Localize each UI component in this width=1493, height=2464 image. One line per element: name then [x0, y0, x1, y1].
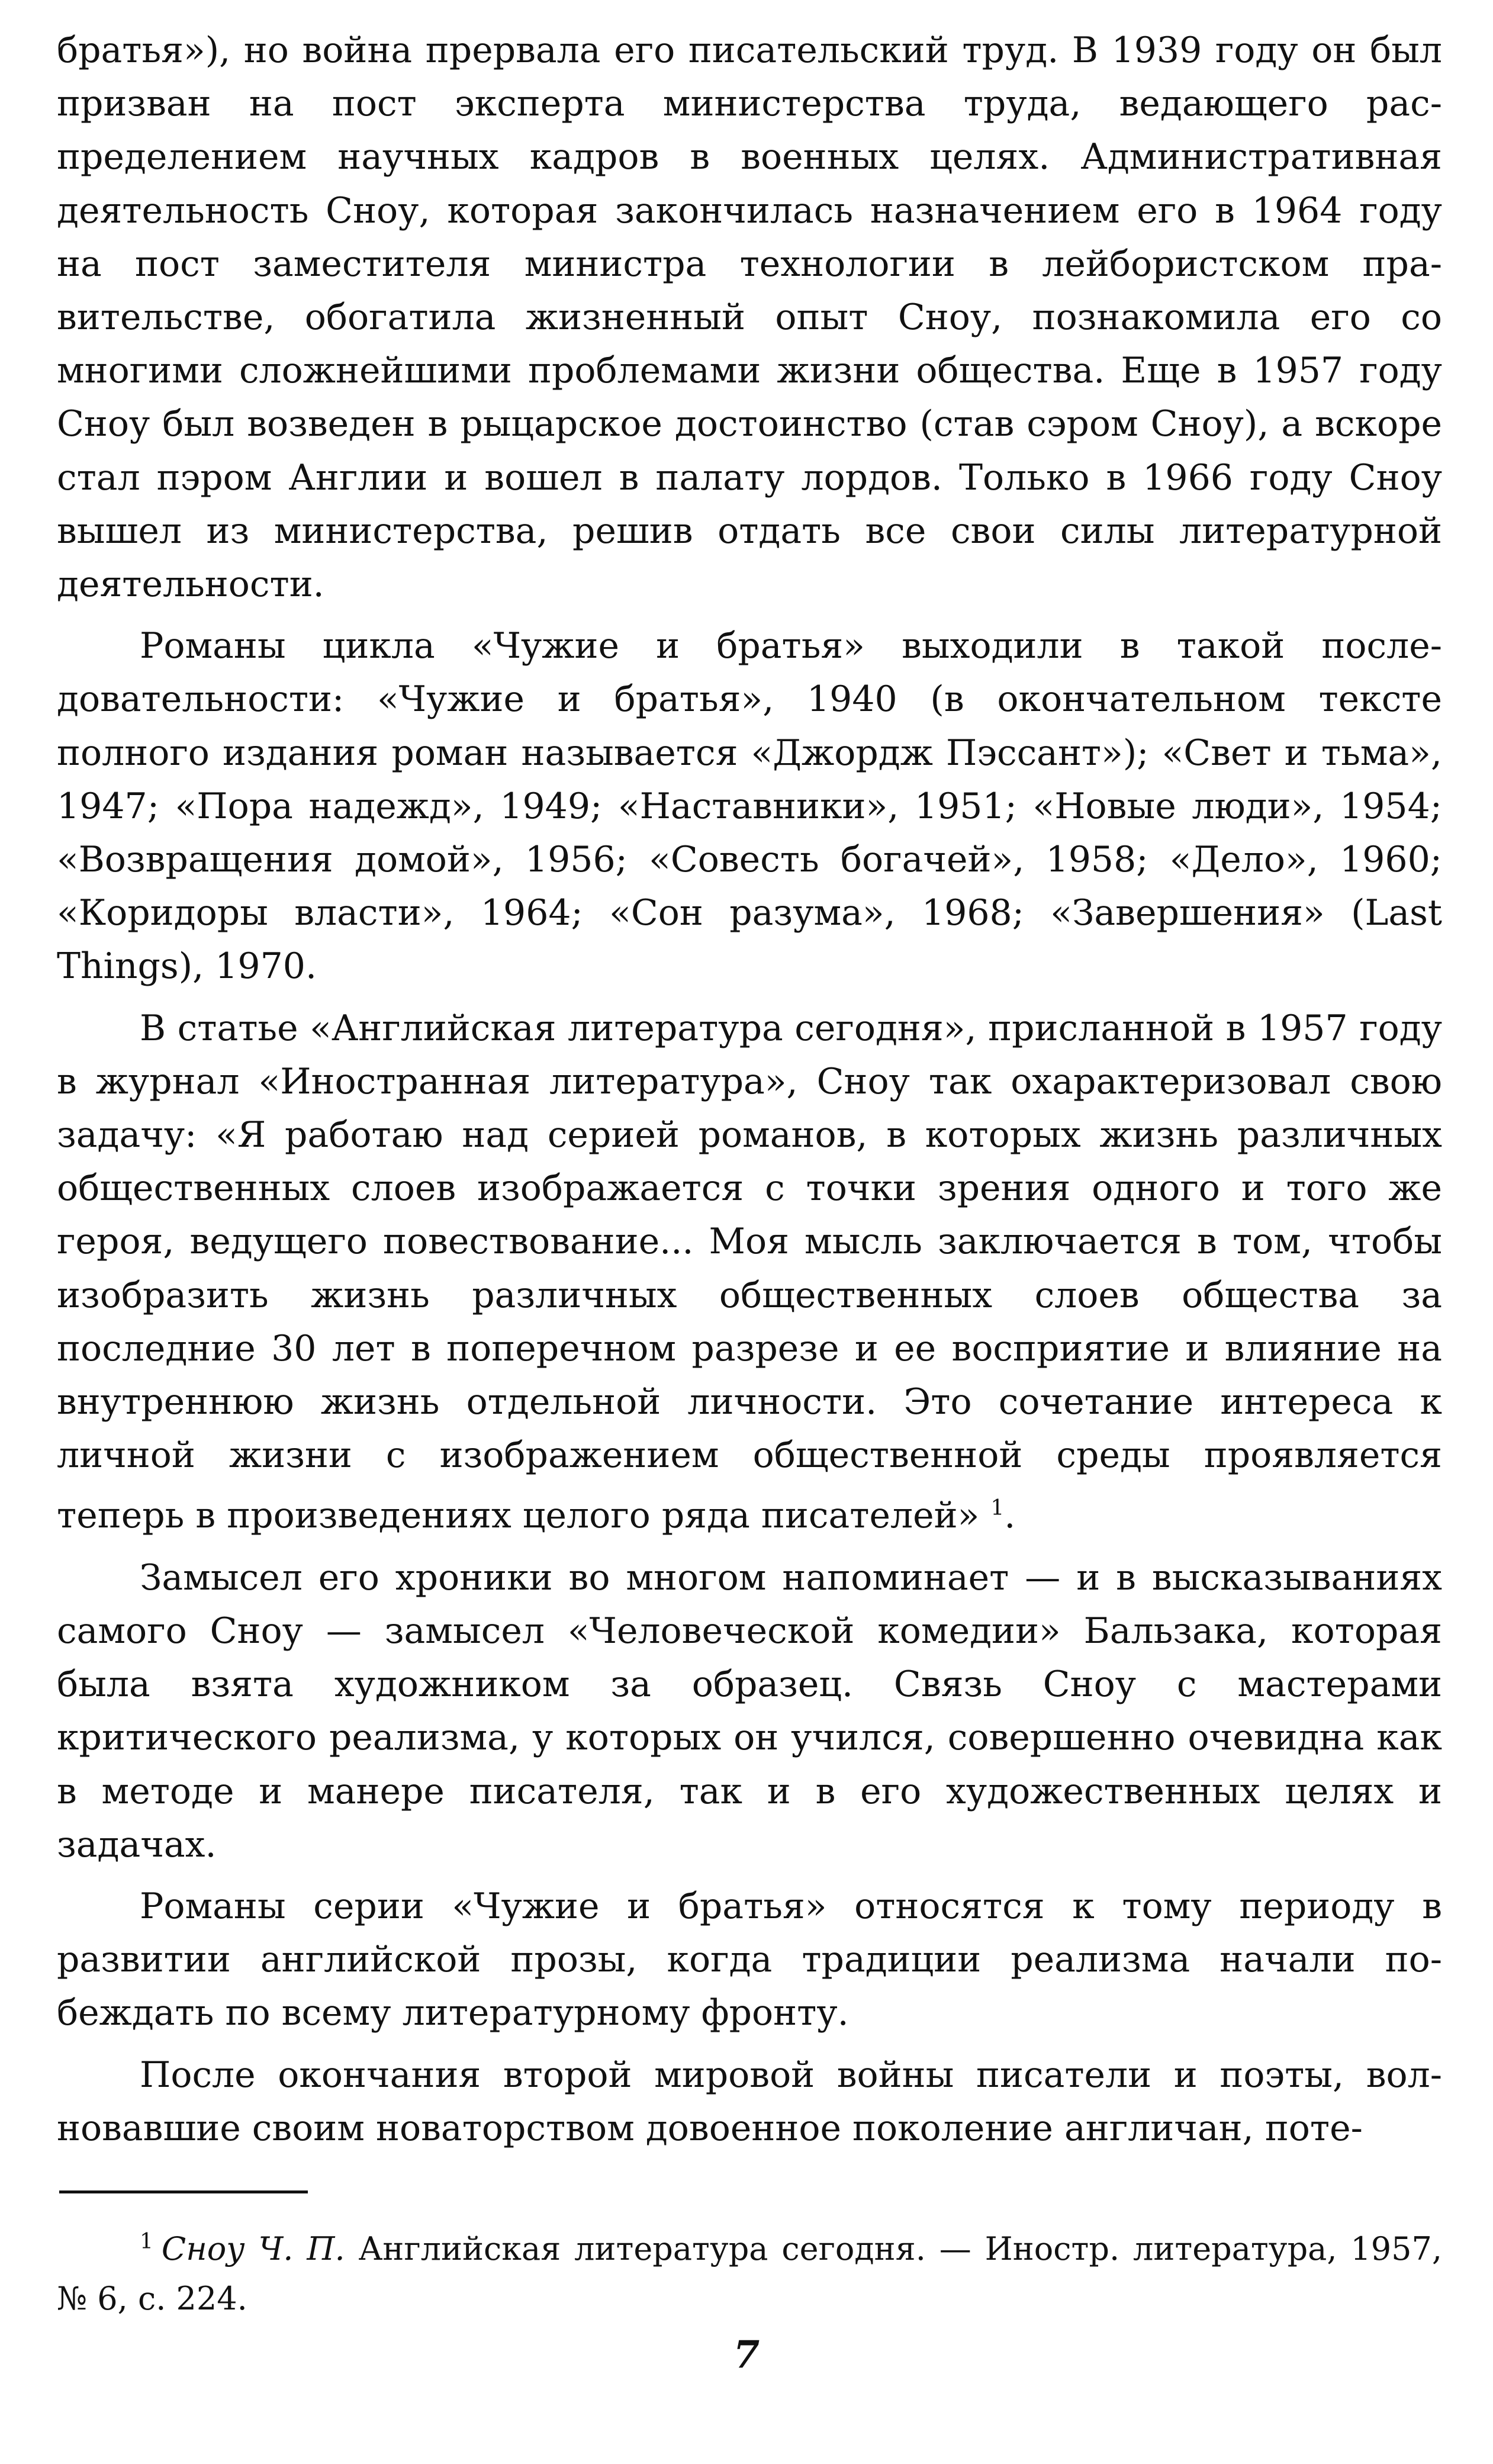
paragraph-6: После окончания второй мировой войны писатели и поэты, волновавшие своим новаторством довоенное поколение англичан, поте-	[57, 2054, 1442, 2149]
paragraph-3: В статье «Английская литература сегодня», присланной в 1957 году в журнал «Иностранная литература», Сноу так охарактеризовал свою задачу: «Я работаю над серией романов, в которых жизнь различных общественных слоев изображается с точки зрения одного и того же героя, ведущего повествование... Моя мысль заключается в том, чтобы изобразить жизнь различных общественных слоев общества за последние 30 лет в поперечном разрезе и ее восприятие и влияние на внутреннюю жизнь отдельной личности. Это сочетание интереса к личной жизни с изображением общественной среды проявляется теперь в произведениях целого ряда писателей» $^1$.	[57, 1007, 1442, 1537]
paragraph-4: Замысел его хроники во многом напоминает — и в высказываниях самого Сноу — замысел «Человеческой комедии» Бальзака, которая была взята художником за образец. Связь Сноу с мастерами критического реализма, у которых он учился, совершенно очевидна как в методе и манере писателя, так и в его художественных целях и задачах.	[57, 1556, 1442, 1865]
footnote-author: Сноу Ч. П.	[161, 2230, 345, 2267]
main-text	[57, 24, 1442, 2155]
page-body	[57, 24, 1442, 2163]
paragraph-2: Романы цикла «Чужие и братья» выходили в такой последовательности: «Чужие и братья», 1940 (в окончательном тексте полного издания роман называется «Джордж Пэссант»); «Свет и тьма», 1947; «Пора надежд», 1949; «Наставники», 1951; «Новые люди», 1954; «Возвращения домой», 1956; «Совесть богачей», 1958; «Дело», 1960; «Коридоры власти», 1964; «Сон разума», 1968; «Завершения» (Last Things), 1970.	[57, 625, 1442, 987]
footnote-text: Английская литература сегодня. — Иностр. литература, 1957, № 6, с. 224.	[57, 2230, 1443, 2317]
footnote	[57, 2217, 1442, 2324]
footnote-mark: 1	[140, 2230, 153, 2254]
page-number: 7	[733, 2333, 760, 2377]
footnote-reference: 1	[990, 1496, 1005, 1521]
paragraph-5: Романы серии «Чужие и братья» относятся к тому периоду в развитии английской прозы, когда традиции реализма начали побеждать по всему литературному фронту.	[57, 1885, 1442, 2034]
paragraph-3-text: В статье «Английская литература сегодня», присланной в 1957 году в журнал «Иностранная литература», Сноу так охарактеризовал свою задачу: «Я работаю над серией романов, в которых жизнь различных общественных слоев изображается с точки зрения одного и того же героя, ведущего повествование... Моя мысль заключается в том, чтобы изобразить жизнь различных общественных слоев общества за последние 30 лет в поперечном разрезе и ее восприятие и влияние на внутреннюю жизнь отдельной личности. Это сочетание интереса к личной жизни с изображением общественной среды проявляется теперь в произведениях целого ряда писателей»	[57, 1007, 1442, 1537]
footnote-divider	[59, 2190, 308, 2193]
paragraph-1: братья»), но война прервала его писательский труд. В 1939 году он был призван на пост эксперта министерства труда, ведающего распределением научных кадров в военных целях. Административная деятельность Сноу, которая закончилась назначением его в 1964 году на пост заместителя министра технологии в лейбористском правительстве, обогатила жизненный опыт Сноу, познакомила его со многими сложнейшими проблемами жизни общества. Еще в 1957 году Сноу был возведен в рыцарское достоинство (став сэром Сноу), а вскоре стал пэром Англии и вошел в палату лордов. Только в 1966 году Сноу вышел из министерства, решив отдать все свои силы литературной деятельности.	[57, 30, 1442, 606]
